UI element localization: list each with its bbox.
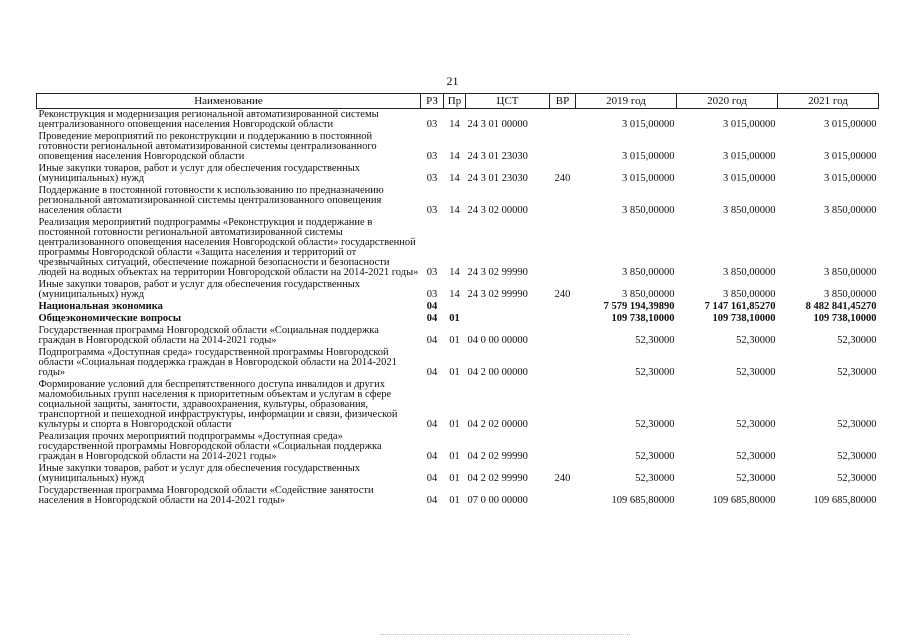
page-edge-artifact [380, 634, 630, 636]
row-pr-cell: 01 [449, 473, 460, 484]
row-2019-cell: 109 738,10000 [611, 313, 675, 324]
row-2021-cell: 3 850,00000 [824, 267, 877, 278]
row-name-cell: Подпрограмма «Доступная среда» государственной программы Новгородской области «Социальная поддержка граждан в Новгородской области на 2014-2021 годы» [38, 347, 397, 378]
row-pr-cell: 01 [449, 451, 460, 462]
row-2019-cell: 52,30000 [635, 335, 675, 346]
row-cst-cell: 24 3 01 00000 [467, 119, 528, 130]
row-2021-cell: 3 015,00000 [824, 119, 877, 130]
row-cst-cell: 24 3 01 23030 [467, 173, 528, 184]
column-header: РЗ [421, 94, 444, 109]
row-cst-cell: 04 2 00 00000 [467, 367, 528, 378]
row-name-cell: Общеэкономические вопросы [38, 313, 182, 324]
row-vr-cell [550, 301, 576, 313]
row-pr-cell: 01 [449, 419, 460, 430]
row-rz-cell: 04 [426, 473, 438, 484]
table-row [37, 325, 879, 347]
row-vr-cell [550, 379, 576, 431]
table-row [37, 431, 879, 463]
row-vr-cell [550, 485, 576, 507]
row-2019-cell: 3 850,00000 [622, 289, 675, 300]
row-2020-cell: 52,30000 [736, 367, 776, 378]
row-cst-cell [466, 313, 550, 325]
row-2020-cell: 3 850,00000 [723, 267, 776, 278]
row-cst-cell [466, 301, 550, 313]
table-row [37, 313, 879, 325]
row-vr-cell: 240 [554, 473, 571, 484]
row-2019-cell: 52,30000 [635, 419, 675, 430]
row-name-cell: Реализация мероприятий подпрограммы «Реконструкция и поддержание в постоянной готовности региональной автоматизированной системы централизованного оповещения населения Новгородской области» государственной программы Новгородской области «Защита населения и территорий от чрезвычайных ситуаций, обеспечение пожарной безопасности и безопасности людей на водных объектах на территории Новгородской области на 2014-2021 годы» [38, 217, 419, 278]
table-body [37, 109, 879, 508]
row-2020-cell: 3 015,00000 [723, 151, 776, 162]
row-pr-cell: 14 [449, 151, 460, 162]
row-pr-cell: 14 [449, 205, 460, 216]
row-2020-cell: 109 685,80000 [712, 495, 776, 506]
row-name-cell: Государственная программа Новгородской области «Содействие занятости населения в Новгородской области на 2014-2021 годы» [38, 485, 374, 506]
table-row [37, 109, 879, 132]
row-2019-cell: 109 685,80000 [611, 495, 675, 506]
row-vr-cell [550, 217, 576, 279]
row-rz-cell: 03 [426, 173, 438, 184]
row-vr-cell: 240 [554, 289, 571, 300]
row-2021-cell: 52,30000 [837, 367, 877, 378]
row-name-cell: Проведение мероприятий по реконструкции и поддержанию в постоянной готовности региональной автоматизированной системы централизованного оповещения населения Новгородской области [38, 131, 377, 162]
row-2020-cell: 109 738,10000 [712, 313, 776, 324]
row-2020-cell: 52,30000 [736, 335, 776, 346]
row-pr-cell: 01 [449, 367, 460, 378]
row-2019-cell: 52,30000 [635, 473, 675, 484]
row-cst-cell: 04 0 00 00000 [467, 335, 528, 346]
row-rz-cell: 03 [426, 205, 438, 216]
row-2019-cell: 3 015,00000 [622, 151, 675, 162]
row-2021-cell: 52,30000 [837, 473, 877, 484]
row-2019-cell: 52,30000 [635, 451, 675, 462]
row-2020-cell: 52,30000 [736, 473, 776, 484]
row-name-cell: Реализация прочих мероприятий подпрограммы «Доступная среда» государственной программы Новгородской области «Социальная поддержка граждан в Новгородской области на 2014-2021 годы» [38, 431, 382, 462]
row-rz-cell: 04 [426, 367, 438, 378]
row-rz-cell: 03 [426, 289, 438, 300]
column-header: 2019 год [576, 94, 677, 109]
row-cst-cell: 04 2 02 99990 [467, 451, 528, 462]
row-rz-cell: 04 [426, 495, 438, 506]
row-name-cell: Реконструкция и модернизация региональной автоматизированной системы централизованного оповещения населения Новгородской области [38, 109, 379, 130]
row-pr-cell: 14 [449, 173, 460, 184]
row-2019-cell: 3 850,00000 [622, 267, 675, 278]
row-cst-cell: 04 2 02 99990 [467, 473, 528, 484]
table-row [37, 185, 879, 217]
row-2019-cell: 3 850,00000 [622, 205, 675, 216]
row-rz-cell: 03 [426, 267, 438, 278]
table-row [37, 279, 879, 301]
row-2021-cell: 8 482 841,45270 [805, 301, 877, 312]
row-2021-cell: 52,30000 [837, 419, 877, 430]
row-2019-cell: 52,30000 [635, 367, 675, 378]
row-cst-cell: 24 3 02 99990 [467, 267, 528, 278]
row-2020-cell: 3 015,00000 [723, 173, 776, 184]
column-header: Наименование [37, 94, 421, 109]
row-name-cell: Иные закупки товаров, работ и услуг для обеспечения государственных (муниципальных) нужд [38, 163, 361, 184]
row-pr-cell: 14 [449, 289, 460, 300]
row-2021-cell: 109 738,10000 [813, 313, 877, 324]
table-row [37, 131, 879, 163]
column-header: 2020 год [677, 94, 778, 109]
row-2019-cell: 3 015,00000 [622, 173, 675, 184]
table-row [37, 163, 879, 185]
row-cst-cell: 04 2 02 00000 [467, 419, 528, 430]
row-vr-cell [550, 325, 576, 347]
row-vr-cell [550, 109, 576, 132]
budget-table [36, 93, 879, 507]
row-rz-cell: 04 [426, 451, 438, 462]
row-pr-cell: 01 [449, 335, 460, 346]
row-name-cell: Иные закупки товаров, работ и услуг для обеспечения государственных (муниципальных) нужд [38, 279, 361, 300]
table-row [37, 301, 879, 313]
row-cst-cell: 07 0 00 00000 [467, 495, 528, 506]
row-2021-cell: 52,30000 [837, 335, 877, 346]
table-row [37, 379, 879, 431]
row-cst-cell: 24 3 01 23030 [467, 151, 528, 162]
row-pr-cell: 14 [449, 119, 460, 130]
column-header: ВР [550, 94, 576, 109]
row-rz-cell: 03 [426, 151, 438, 162]
row-rz-cell: 04 [426, 301, 438, 312]
row-rz-cell: 04 [426, 313, 438, 324]
row-2020-cell: 52,30000 [736, 419, 776, 430]
row-2021-cell: 52,30000 [837, 451, 877, 462]
row-2019-cell: 3 015,00000 [622, 119, 675, 130]
row-2020-cell: 3 850,00000 [723, 205, 776, 216]
row-pr-cell: 14 [449, 267, 460, 278]
table-header-row [37, 94, 879, 109]
page-number: 21 [446, 74, 459, 88]
table-row [37, 347, 879, 379]
row-vr-cell [550, 313, 576, 325]
row-2020-cell: 3 015,00000 [723, 119, 776, 130]
column-header: ЦСТ [466, 94, 550, 109]
row-2020-cell: 52,30000 [736, 451, 776, 462]
table-row [37, 463, 879, 485]
column-header: Пр [444, 94, 466, 109]
row-cst-cell: 24 3 02 99990 [467, 289, 528, 300]
row-2021-cell: 3 850,00000 [824, 289, 877, 300]
row-cst-cell: 24 3 02 00000 [467, 205, 528, 216]
row-name-cell: Поддержание в постоянной готовности к использованию по предназначению региональной автоматизированной системы централизованного оповещения населения области [38, 185, 384, 216]
column-header: 2021 год [778, 94, 879, 109]
row-vr-cell [550, 347, 576, 379]
row-2019-cell: 7 579 194,39890 [603, 301, 675, 312]
row-vr-cell [550, 185, 576, 217]
row-rz-cell: 04 [426, 419, 438, 430]
table-row [37, 217, 879, 279]
row-2020-cell: 7 147 161,85270 [704, 301, 776, 312]
row-name-cell: Национальная экономика [38, 301, 163, 312]
row-vr-cell: 240 [554, 173, 571, 184]
row-name-cell: Иные закупки товаров, работ и услуг для обеспечения государственных (муниципальных) нужд [38, 463, 361, 484]
row-2021-cell: 3 015,00000 [824, 151, 877, 162]
row-vr-cell [550, 431, 576, 463]
row-2021-cell: 3 850,00000 [824, 205, 877, 216]
row-pr-cell: 01 [449, 495, 460, 506]
row-vr-cell [550, 131, 576, 163]
row-2020-cell: 3 850,00000 [723, 289, 776, 300]
row-2021-cell: 109 685,80000 [813, 495, 877, 506]
row-pr-cell [444, 301, 466, 313]
table-row [37, 485, 879, 507]
row-rz-cell: 04 [426, 335, 438, 346]
row-rz-cell: 03 [426, 119, 438, 130]
row-name-cell: Формирование условий для беспрепятственного доступа инвалидов и других маломобильных групп населения к приоритетным объектам и услугам в сфере социальной защиты, занятости, здравоохранения, культуры, образования, транспортной и пешеходной инфраструктуры, информации и связи, физической культуры и спорта в Новгородской области [38, 379, 398, 430]
row-pr-cell: 01 [449, 313, 460, 324]
row-2021-cell: 3 015,00000 [824, 173, 877, 184]
row-name-cell: Государственная программа Новгородской области «Социальная поддержка граждан в Новгородской области на 2014-2021 годы» [38, 325, 379, 346]
